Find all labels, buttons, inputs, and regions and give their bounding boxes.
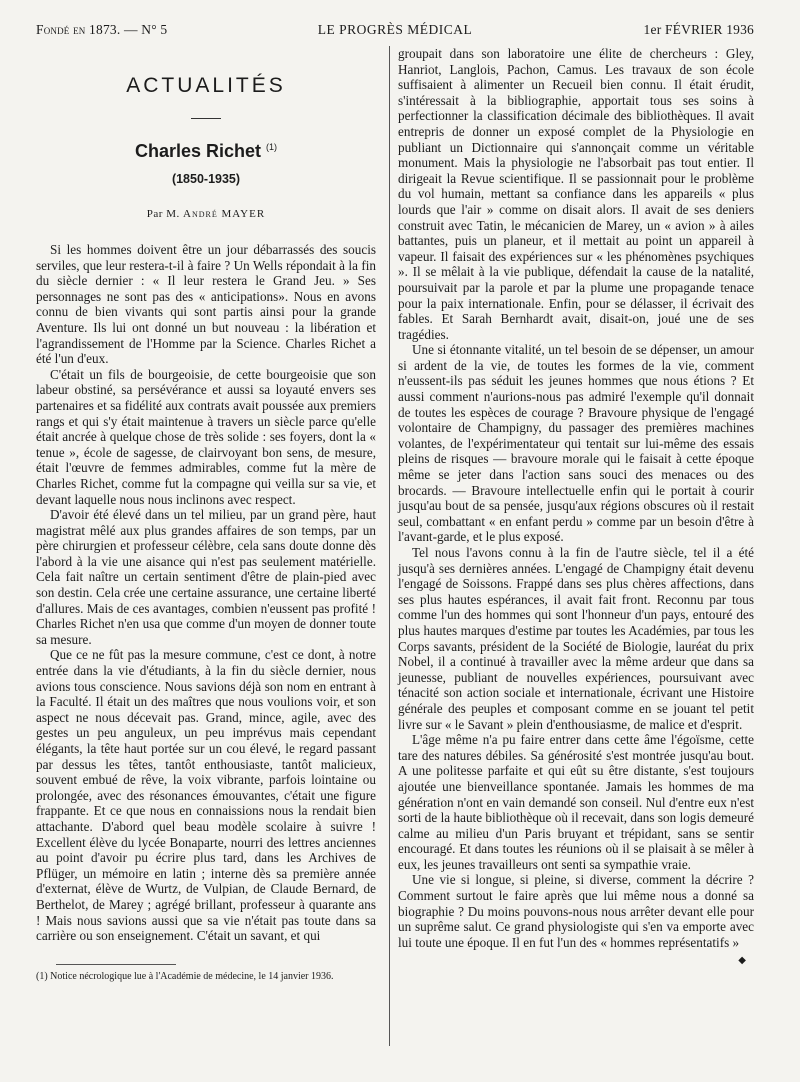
footnote-rule — [56, 964, 176, 965]
paragraph: Que ce ne fût pas la mesure commune, c'est ce dont, à notre entrée dans la vie d'étudiants, à la fin du siècle dernier, nous avions tous conscience. Nous savions déjà son nom en entrant à la Faculté. Il était un des maîtres que nous voulions voir, et son aspect ne nous décevait pas. Grand, mince, agile, avec des gestes un peu anguleux, un peu imprévus mais cependant élégants, la tête haut portée sur un cou élevé, le regard passant par dessus les têtes, tantôt enthousiaste, tantôt malicieux, souvent embué de rêve, la voix vibrante, parfois lointaine ou prolongée, avec des résonances émouvantes, c'était une figure frappante. Et ce que nous en connaissions nous la rendait bien attachante. D'abord quel beau modèle scolaire à suivre ! Excellent élève du lycée Bonaparte, nourri des lettres anciennes au point d'avoir pu écrire plus tard, dans les Archives de Pflüger, un mémoire en latin ; interne dès sa première année d'externat, élève de Wurtz, de Vulpian, de Claude Bernard, de Berthelot, de Marey ; agrégé brillant, professeur à quarante ans ! Mais nous savions aussi que sa vie n'était pas toute dans sa carrière ou son enseignement. C'était un savant, et qui — [36, 647, 376, 944]
paragraph: Une vie si longue, si pleine, si diverse, comment la décrire ? Comment surtout le faire après que lui même nous a donné sa biographie ? Du moins pouvons-nous nous arrêter devant elle pour un suprême salut. Ce grand physiologiste qui s'en va emporte avec lui toute une époque. Il en fut l'un des « hommes représentatifs » — [398, 872, 754, 950]
byline-author: André MAYER — [183, 208, 266, 220]
right-column — [398, 46, 754, 967]
paragraph: Tel nous l'avons connu à la fin de l'autre siècle, tel il a été jusqu'à ses dernières années. L'engagé de Champigny était devenu l'engagé de Soissons. Frappé dans ses plus chères affections, dans ses plus hautes espérances, il avait fait front. Reconnu par tous comme l'un des hommes qui sont l'honneur d'un pays, entouré des plus hautes marques d'estime par toutes les Académies, par tous les Corps savants, président de la Société de Biologie, lauréat du prix Nobel, il a continué à travailler avec la même ardeur que dans sa jeunesse, publiant de nouvelles expériences, poursuivant avec ténacité son action sociale et internationale, écrivant une Histoire générale des peuples et composant comme en se jouant tel petit livre sur « le Savant » plein d'enthousiasme, de malice et d'esprit. — [398, 545, 754, 732]
footnote: (1) Notice nécrologique lue à l'Académie de médecine, le 14 janvier 1936. — [36, 970, 334, 982]
paragraph: L'âge même n'a pu faire entrer dans cette âme l'égoïsme, cette tare des natures débiles. Sa générosité s'est montrée jusqu'au bout. A une politesse parfaite et qui eût su être distante, s'est toujours ajoutée une bienveillance spontanée. Jamais les hommes de ma génération n'ont en vain demandé son conseil. Nul d'entre eux n'est sorti de la haute bibliothèque où il recevait, dans son logis demeuré calme au milieu d'un Paris bruyant et trépidant, sans se sentir encouragé. Et dans toutes les réunions où il se plaisait à se mêler à eux, les jeunes travailleurs ont senti sa sympathie vraie. — [398, 732, 754, 872]
paragraph: D'avoir été élevé dans un tel milieu, par un grand père, haut magistrat mêlé aux plus grandes affaires de son temps, par un père chirurgien et professeur célèbre, cela sans doute donne dès l'abord à la vie une aisance qui n'est pas seulement matérielle. Cela fait naître un certain sentiment d'être de plain-pied avec son destin. Cela crée une certaine assurance, une certaine liberté d'allures. Mais de ces avantages, combien n'eussent pas profité ! Charles Richet n'en usa que comme d'un moyen de donner toute sa mesure. — [36, 507, 376, 647]
title-footnote-ref: (1) — [266, 142, 278, 152]
paragraph: Une si étonnante vitalité, un tel besoin de se dépenser, un amour si ardent de la vie, de toutes les formes de la vie, comment n'eussent-ils pas séduit les jeunes hommes que nous étions ? Et aussi comment n'aurions-nous pas admiré l'exemple qu'il donnait de toutes les espèces de courage ? Bravoure physique de l'engagé volontaire de Champigny, du passager des premières machines volantes, de l'expérimentateur qui tentait sur lui-même des essais pleins de risques — bravoure morale qui le faisait à cette époque même se jeter dans l'action sans souci des menaces ou des brocards. — Bravoure intellectuelle enfin qui le portait à courir jusqu'au bout de sa pensée, jusqu'aux régions obscures où il restait seul, combattant « en enfant perdu » comme par un besoin d'être à l'avant-garde, et le plus exposé. — [398, 342, 754, 545]
article-title — [36, 141, 376, 162]
article-title-text: Charles Richet — [134, 141, 262, 161]
right-body — [398, 46, 754, 950]
left-column — [36, 60, 376, 983]
section-title: ACTUALITÉS — [126, 74, 286, 97]
header-founded: Fondé en 1873. — N° 5 — [36, 22, 168, 37]
paragraph: groupait dans son laboratoire une élite de chercheurs : Gley, Hanriot, Langlois, Pachon, Camus. Les travaux de son école suffisaient à alimenter un Recueil bien connu. Il était érudit, s'intéressait à la bibliographie, apportait tous ses soins à perfectionner la classification décimale des bibliothèques. Il avait entrepris de donner un exposé complet de la Physiologie en publiant un Dictionnaire qui s'annonçait comme un véritable monument. Mais la physiologie ne l'absorbait pas tout entier. Il dirigeait la Revue scientifique. Il se passionnait pour le problème du vol humain, mettant sa confiance dans les appareils « plus lourds que l'air » comme on disait alors. Il avait de ses deniers construit avec Tatin, le mécanicien de Marey, un « avion » à ailes battantes, puis un planeur, et il mettait au point un appareil à vapeur. Il faisait des expériences sur « les phénomènes psychiques ». Il se mêlait à la vie publique, défendait la cause de la natalité, poursuivait par la parole et par la plume une propagande tenace pour la paix internationale. Enfin, pour se délasser, il écrivait des fables. Et Sarah Bernhardt avait, disait-on, joué une de ses tragédies. — [398, 46, 754, 342]
title-rule — [191, 118, 221, 119]
end-mark: ◆ — [738, 955, 746, 967]
journal-name: LE PROGRÈS MÉDICAL — [317, 22, 473, 37]
column-divider — [389, 46, 390, 1046]
byline-prefix: Par M. — [146, 208, 180, 220]
header-date: 1er FÉVRIER 1936 — [643, 22, 754, 37]
left-body — [36, 242, 376, 944]
byline — [36, 208, 376, 220]
article-dates: (1850-1935) — [171, 172, 241, 186]
paragraph: Si les hommes doivent être un jour débarrassés des soucis serviles, que leur restera-t-il à faire ? Un Wells répondait à la fin du siècle dernier : « Il leur restera le Grand Jeu. » Ses personnages ne sont pas des « anticipations». Nous en avons connu de bien vivants qui sont partis ainsi pour la grande Aventure. Ils lui ont donné un but nouveau : la libération et l'agrandissement de l'Homme par la Science. Charles Richet a été l'un d'eux. — [36, 242, 376, 367]
page-header — [36, 22, 754, 40]
paragraph: C'était un fils de bourgeoisie, de cette bourgeoisie que son labeur obstiné, sa persévérance et aussi sa loyauté envers ses partenaires et sa fidélité aux contrats avait poussée aux premiers rangs et qui s'y était maintenue à travers un siècle parce qu'elle était ancrée à quelque chose de très solide : ses foyers, dont la « tenue », école de sagesse, de clairvoyant bon sens, de mesure, était l'œuvre de femmes admirables, comme fut la mère de Charles Richet, comme fut la compagne qui veilla sur sa vie, et devant laquelle nous nous inclinons avec respect. — [36, 366, 376, 507]
